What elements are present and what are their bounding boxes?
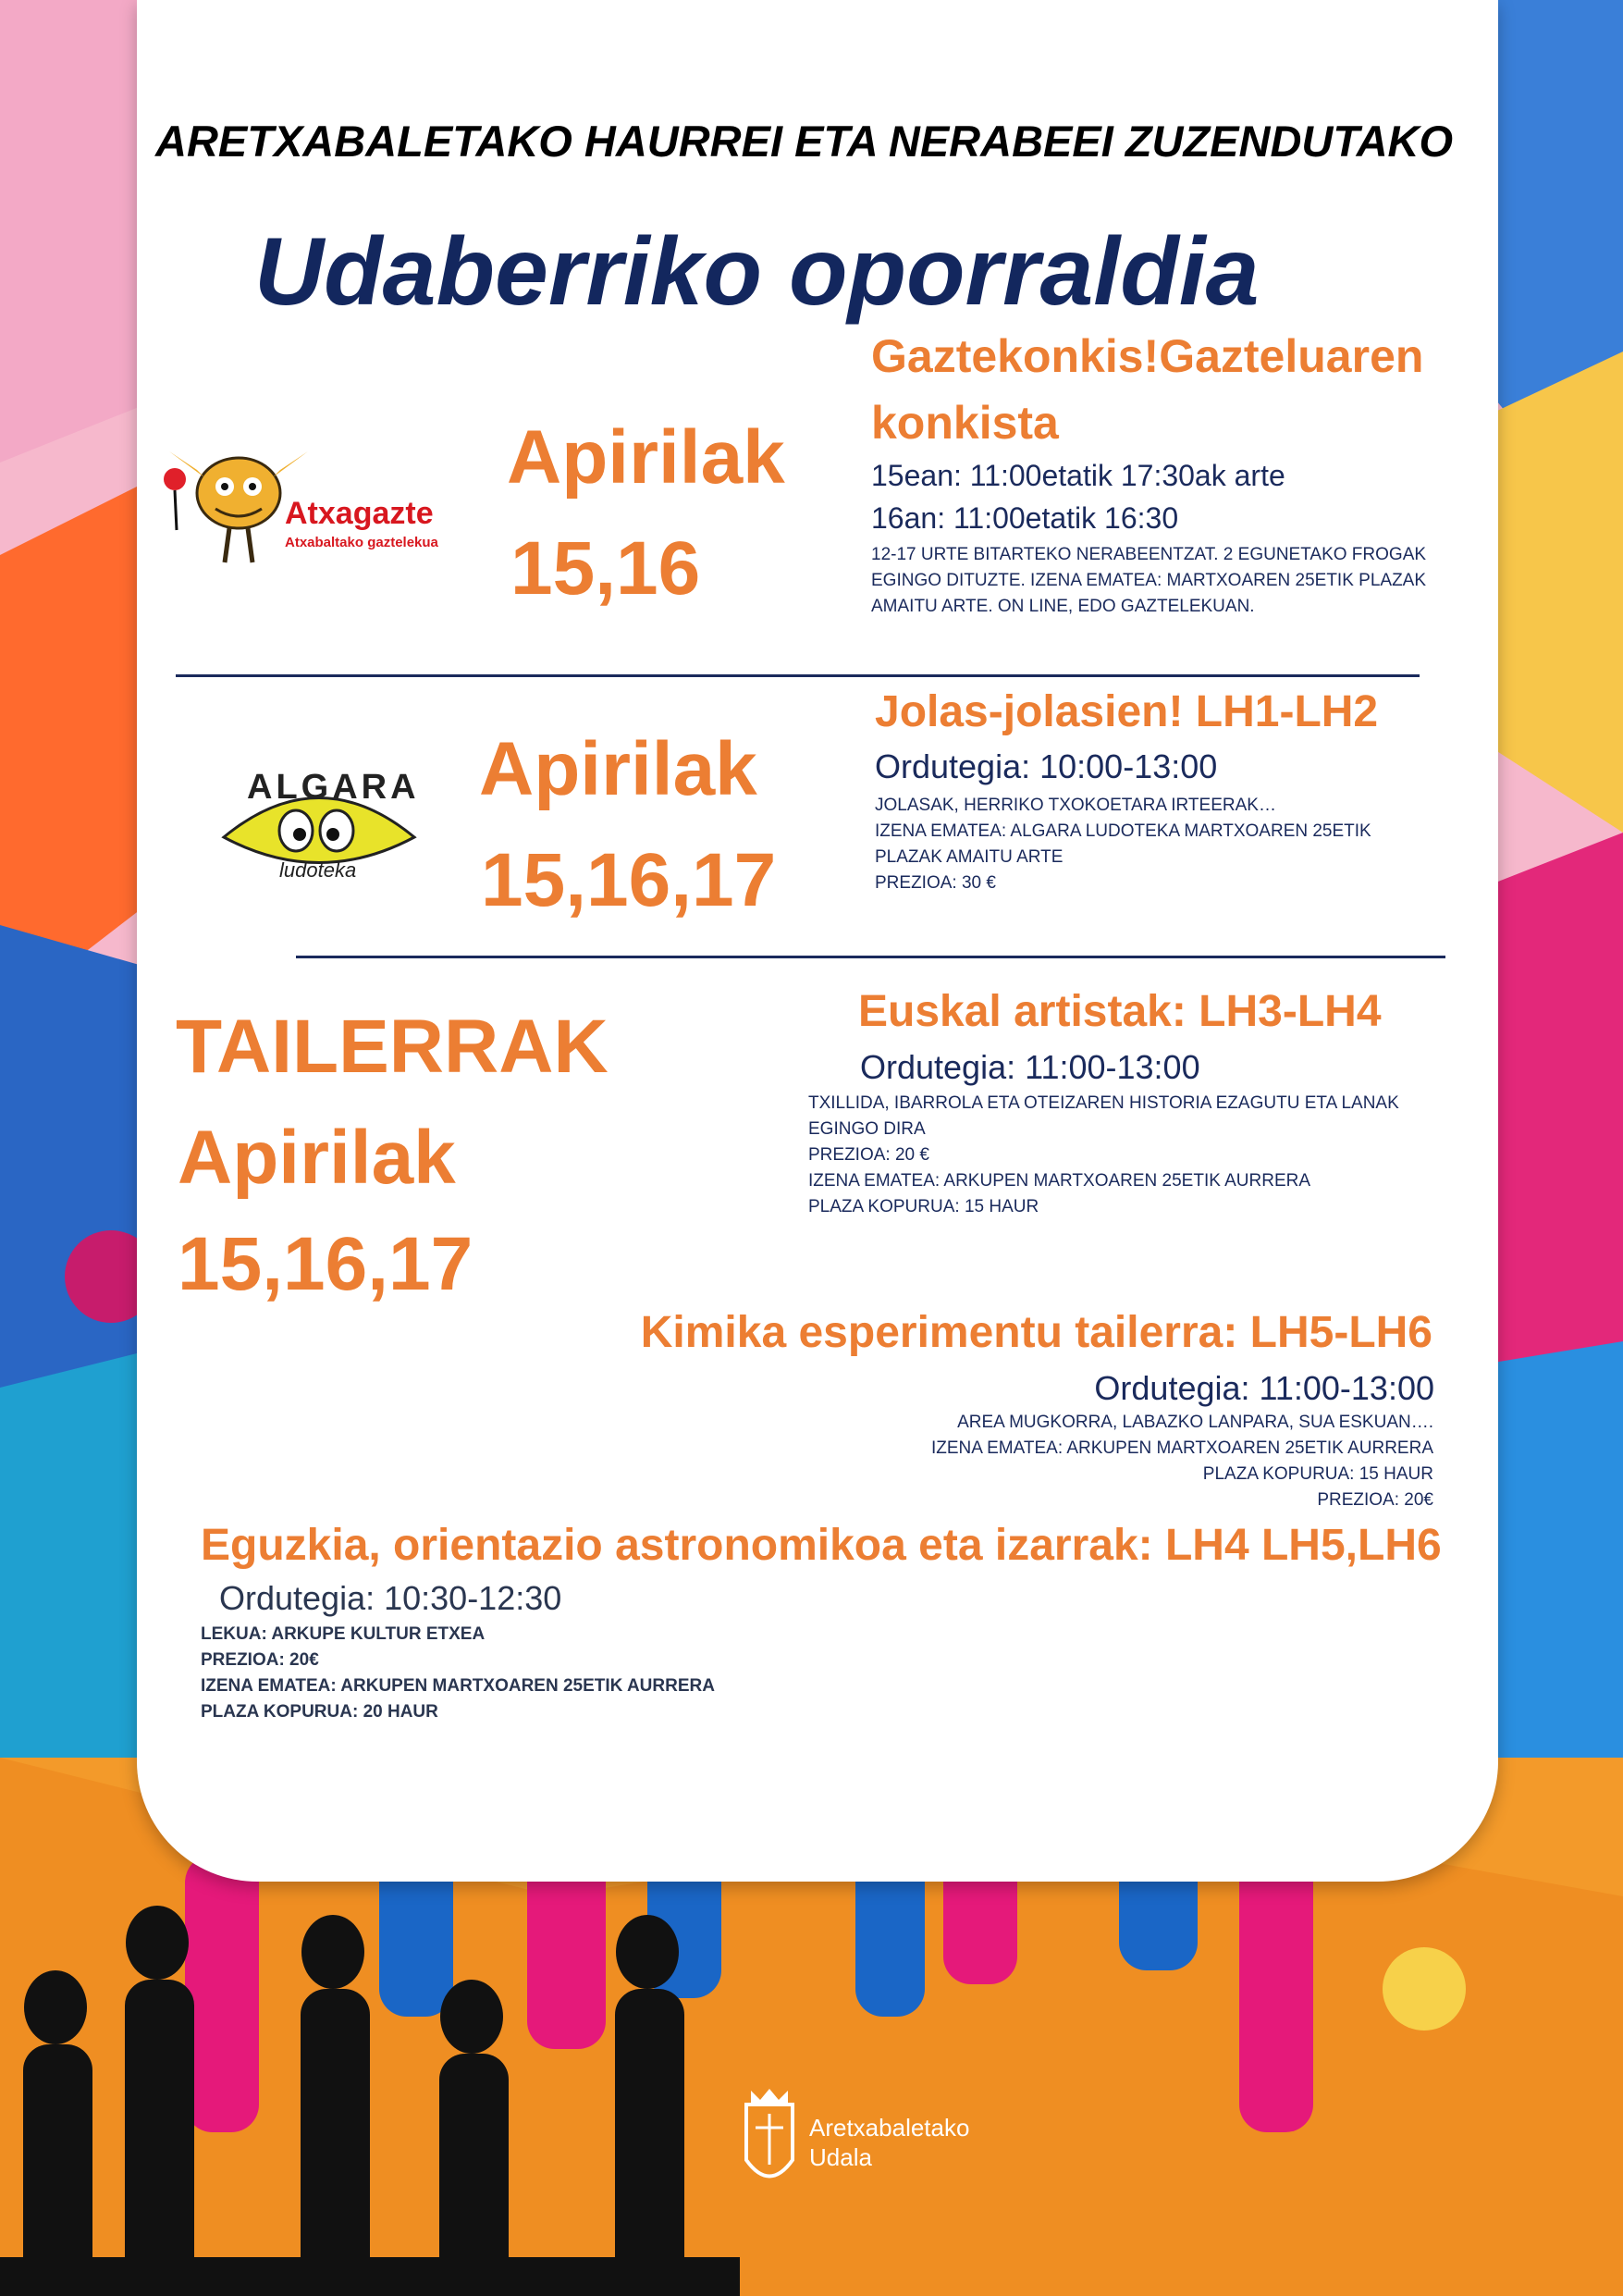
udala-logo [737,2086,970,2206]
atxagazte-logo [160,442,474,570]
section1-dates-label: Apirilak [507,415,785,500]
workshop1-detail-3: PREZIOA: 20 € [808,1145,929,1165]
section1-heading-line1: Gaztekonkis!Gazteluaren [871,330,1424,382]
workshop1-detail-5: PLAZA KOPURUA: 15 HAUR [808,1197,1039,1216]
section2-dates: 15,16,17 [481,838,777,922]
algara-logo-text: ALGARA [247,768,420,807]
section1-schedule1: 15ean: 11:00etatik 17:30ak arte [871,459,1285,492]
section2-detail-3: PLAZAK AMAITU ARTE [875,847,1064,867]
section3-dates: 15,16,17 [178,1222,473,1306]
section2-schedule: Ordutegia: 10:00-13:00 [875,747,1218,785]
workshop2-detail-4: PREZIOA: 20€ [1317,1490,1433,1510]
workshop3-schedule: Ordutegia: 10:30-12:30 [219,1579,562,1617]
udala-logo-text-line1: Aretxabaletako [809,2114,970,2142]
divider-1 [176,674,1420,677]
workshop3-detail-2: PREZIOA: 20€ [201,1650,319,1670]
section2-detail-1: JOLASAK, HERRIKO TXOKOETARA IRTEERAK… [875,796,1276,815]
section2-dates-label: Apirilak [479,727,757,811]
workshop2-detail-3: PLAZA KOPURUA: 15 HAUR [1202,1464,1433,1484]
workshop1-schedule: Ordutegia: 11:00-13:00 [860,1048,1200,1086]
section3-label: TAILERRAK [176,1005,609,1089]
workshop1-detail-2: EGINGO DIRA [808,1119,926,1139]
atxagazte-logo-text: Atxagazte [285,496,434,531]
algara-logo-subtext: ludoteka [279,858,357,882]
header-subtitle: ARETXABALETAKO HAURREI ETA NERABEEI ZUZENDUTAKO [155,117,1454,166]
workshop1-detail-1: TXILLIDA, IBARROLA ETA OTEIZAREN HISTORIA EZAGUTU ETA LANAK [808,1093,1399,1113]
section2-detail-2: IZENA EMATEA: ALGARA LUDOTEKA MARTXOAREN 25ETIK [875,821,1371,841]
workshop3-detail-4: PLAZA KOPURUA: 20 HAUR [201,1702,438,1722]
section2-detail-4: PREZIOA: 30 € [875,873,996,893]
section1-schedule2: 16an: 11:00etatik 16:30 [871,501,1179,535]
coat-of-arms-icon [737,2086,802,2197]
section1-details: 12-17 URTE BITARTEKO NERABEENTZAT. 2 EGUNETAKO FROGAK EGINGO DITUZTE. IZENA EMATEA: MARTXOAREN 25ETIK PLAZAK AMAITU ARTE. ON LINE, EDO GAZTELEKUAN. [871,545,1427,616]
workshop2-detail-2: IZENA EMATEA: ARKUPEN MARTXOAREN 25ETIK AURRERA [930,1438,1433,1458]
workshop2-detail-1: AREA MUGKORRA, LABAZKO LANPARA, SUA ESKUAN…. [957,1413,1433,1432]
section3-dates-label: Apirilak [178,1116,456,1200]
page-title: Udaberriko oporraldia [254,218,1260,326]
udala-logo-text-line2: Udala [809,2143,872,2171]
workshop3-detail-1: LEKUA: ARKUPE KULTUR ETXEA [201,1624,486,1644]
workshop1-heading: Euskal artistak: LH3-LH4 [858,987,1382,1036]
section1-heading-line2: konkista [871,397,1059,449]
workshop2-heading: Kimika esperimentu tailerra: LH5-LH6 [640,1308,1432,1357]
atxagazte-logo-subtext: Atxabaltako gaztelekua [285,535,438,550]
workshop3-detail-3: IZENA EMATEA: ARKUPEN MARTXOAREN 25ETIK AURRERA [201,1676,715,1696]
divider-2 [296,956,1445,958]
workshop3-heading: Eguzkia, orientazio astronomikoa eta izarrak: LH4 LH5,LH6 [201,1521,1442,1570]
workshop1-detail-4: IZENA EMATEA: ARKUPEN MARTXOAREN 25ETIK AURRERA [808,1171,1311,1191]
workshop2-schedule: Ordutegia: 11:00-13:00 [1094,1369,1434,1407]
algara-logo [215,749,424,899]
section1-dates: 15,16 [510,526,701,611]
section2-heading: Jolas-jolasien! LH1-LH2 [875,687,1379,736]
